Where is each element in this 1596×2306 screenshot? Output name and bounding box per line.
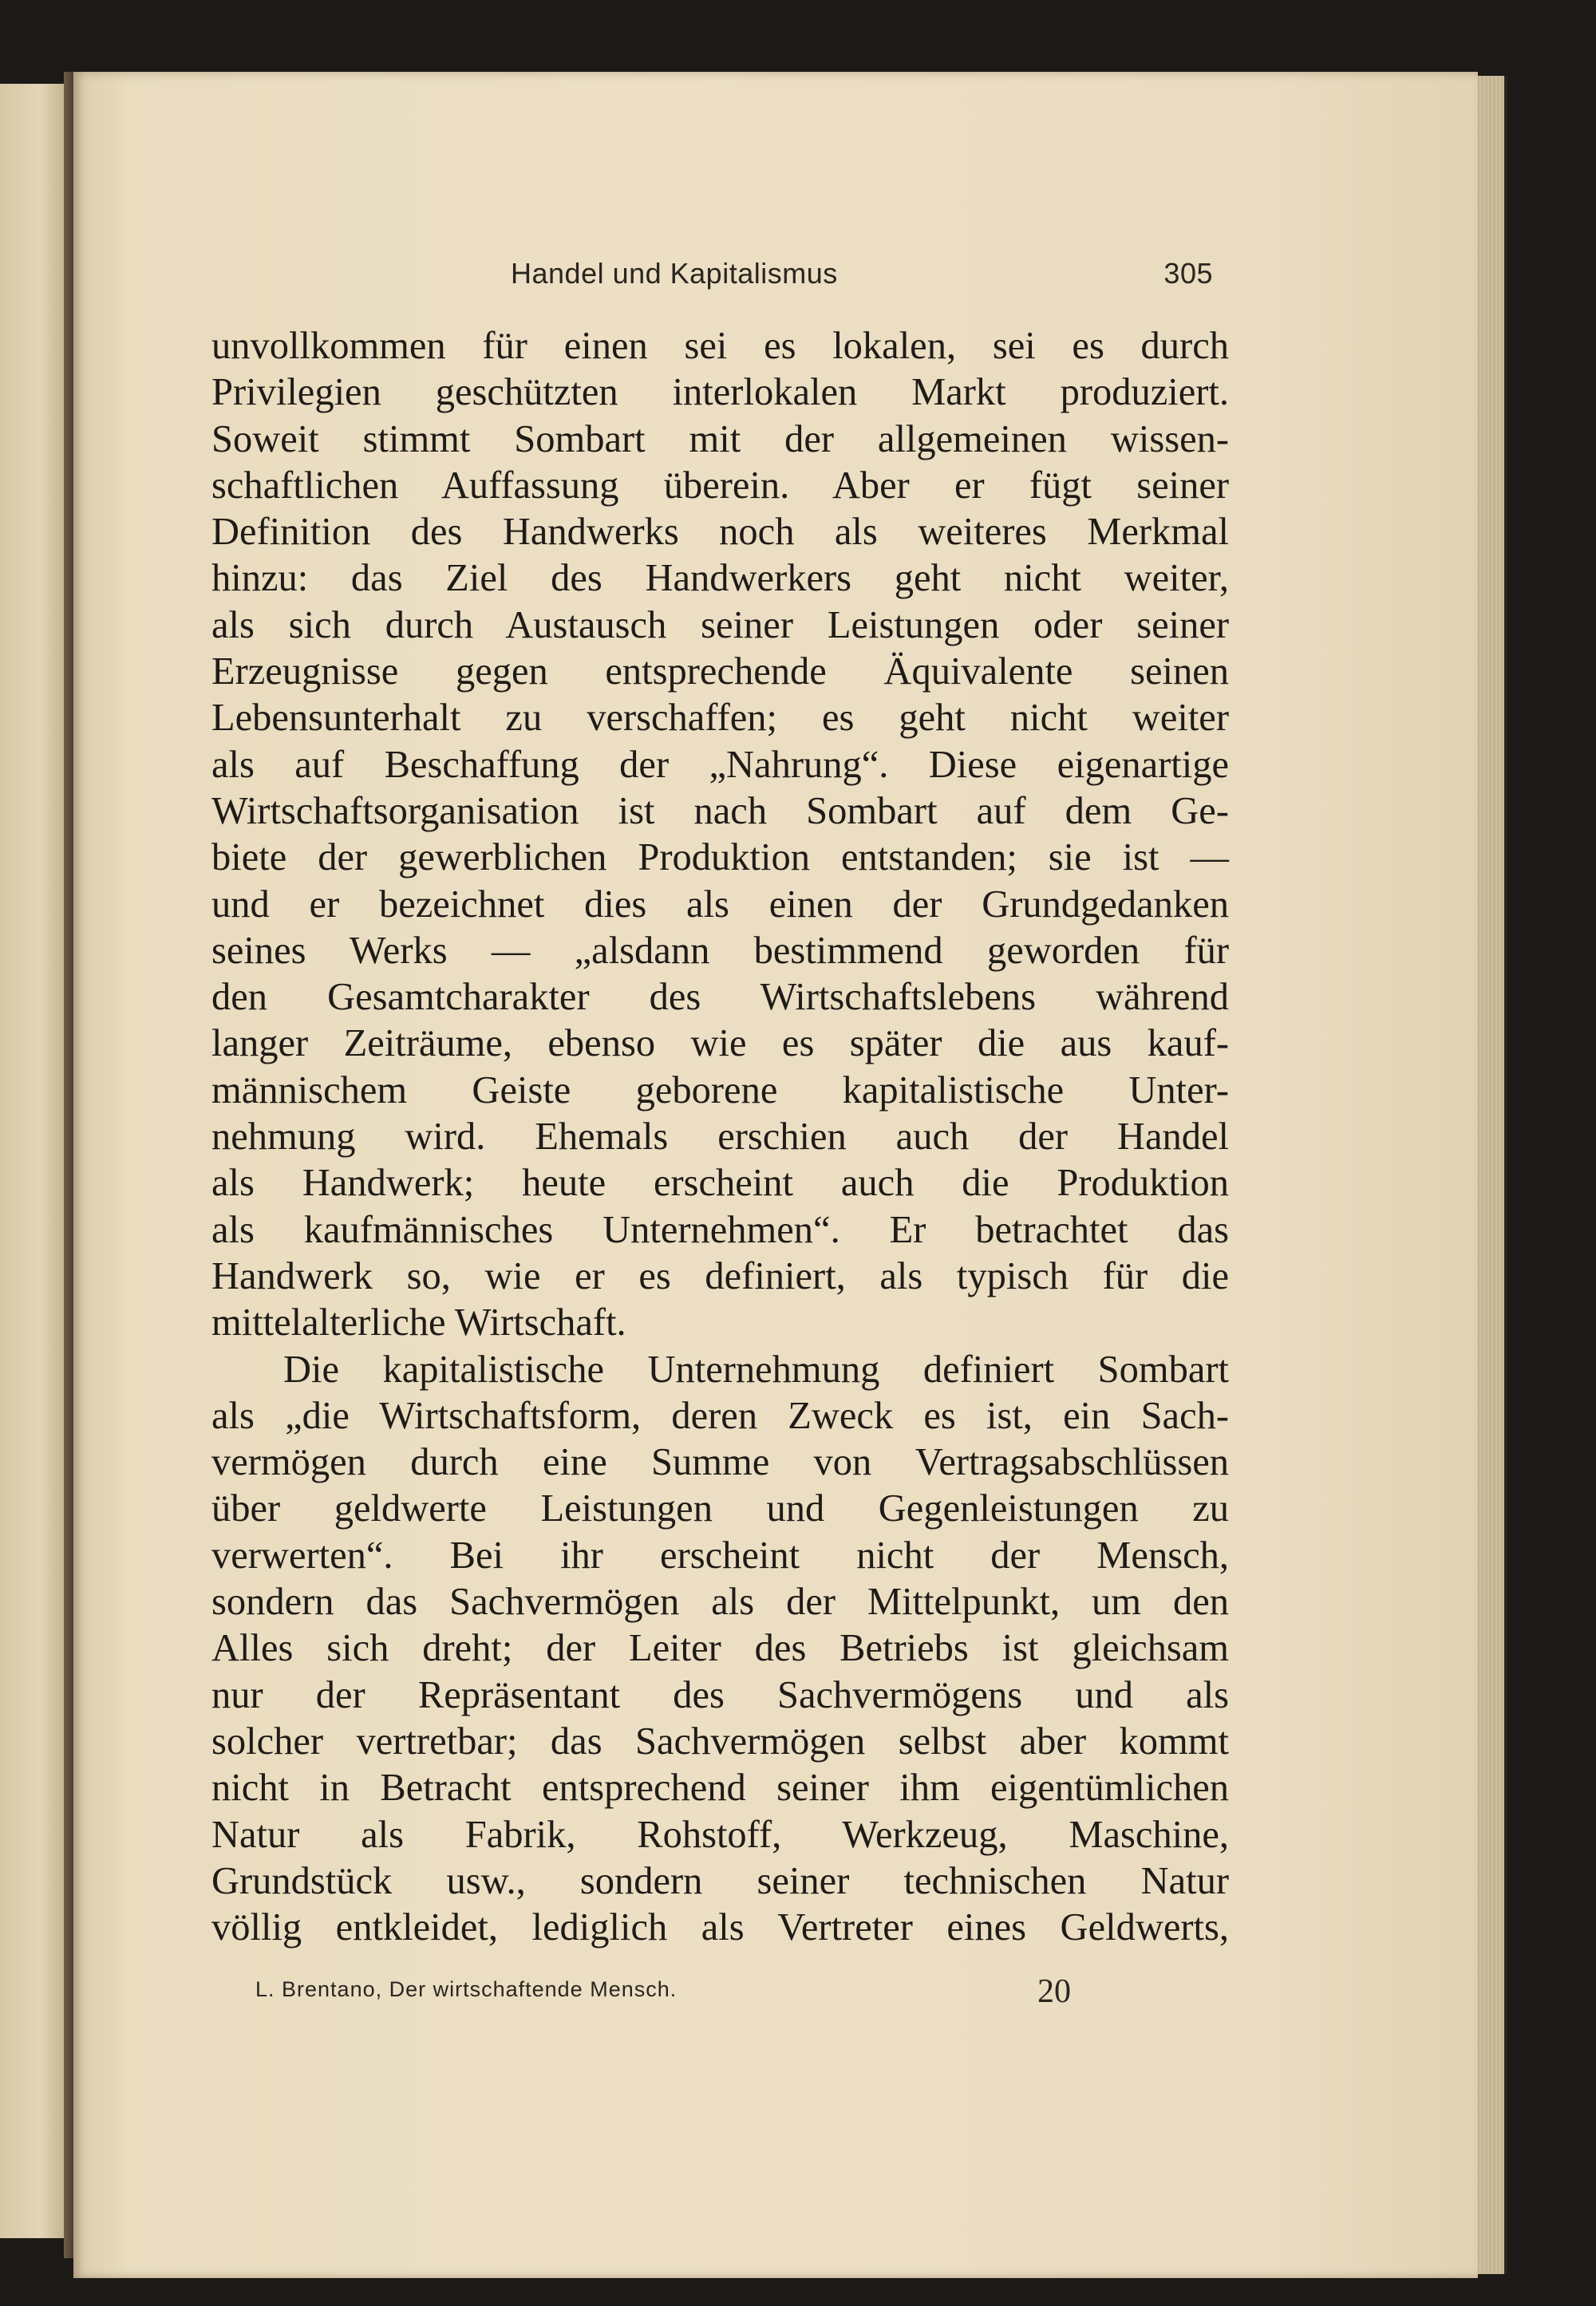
running-header [511,257,1213,297]
text-line: sondern das Sachvermögen als der Mittelpunkt, um den [211,1581,1229,1624]
text-line: völlig entkleidet, lediglich als Vertreter eines Geldwerts, [211,1906,1229,1949]
text-line: mittelalterliche Wirtschaft. [211,1301,626,1345]
text-line: Lebensunterhalt zu verschaffen; es geht nicht weiter [211,697,1229,740]
text-line: Definition des Handwerks noch als weiteres Merkmal [211,511,1229,554]
text-line: schaftlichen Auffassung überein. Aber er fügt seiner [211,464,1229,507]
text-line: als auf Beschaffung der „Nahrung“. Diese eigenartige [211,743,1229,786]
text-line: Privilegien geschützten interlokalen Markt produziert. [211,371,1229,414]
signature-number: 20 [1037,1973,1071,2010]
text-line: biete der gewerblichen Produktion entstanden; sie ist — [211,836,1229,879]
text-line: unvollkommen für einen sei es lokalen, sei es durch [211,325,1229,367]
text-line: seines Werks — „alsdann bestimmend geworden für [211,929,1229,972]
text-line: Wirtschaftsorganisation ist nach Sombart auf dem Ge- [211,789,1229,832]
body-text [211,323,1229,1951]
text-line: verwerten“. Bei ihr erscheint nicht der Mensch, [211,1534,1229,1577]
text-line: Alles sich dreht; der Leiter des Betriebs ist gleichsam [211,1627,1229,1670]
text-line: als sich durch Austausch seiner Leistungen oder seiner [211,603,1229,646]
text-line: hinzu: das Ziel des Handwerkers geht nicht weiter, [211,557,1229,600]
text-line: Soweit stimmt Sombart mit der allgemeinen wissen- [211,417,1229,460]
text-line: Erzeugnisse gegen entsprechende Äquivalente seinen [211,650,1229,693]
text-line: Natur als Fabrik, Rohstoff, Werkzeug, Maschine, [211,1813,1229,1856]
previous-page-edge [0,84,73,2238]
text-line: vermögen durch eine Summe von Vertragsabschlüssen [211,1441,1229,1484]
text-line: Grundstück usw., sondern seiner technischen Natur [211,1859,1229,1902]
text-line: und er bezeichnet dies als einen der Grundgedanken [211,883,1229,926]
text-line: nicht in Betracht entsprechend seiner ihm eigentümlichen [211,1767,1229,1810]
page-number: 305 [1163,257,1213,290]
printer-signature: L. Brentano, Der wirtschaftende Mensch. [255,1977,678,2001]
text-line: langer Zeiträume, ebenso wie es später die aus kauf- [211,1022,1229,1065]
text-line: nur der Repräsentant des Sachvermögens und als [211,1673,1229,1716]
text-line: männischem Geiste geborene kapitalistische Unter- [211,1068,1229,1112]
signature-line [255,1973,1071,2017]
text-line: nehmung wird. Ehemals erschien auch der Handel [211,1115,1229,1159]
text-line: als Handwerk; heute erscheint auch die Produktion [211,1162,1229,1205]
text-line: Handwerk so, wie er es definiert, als typisch für die [211,1254,1229,1297]
text-line: über geldwerte Leistungen und Gegenleistungen zu [211,1487,1229,1530]
text-line: als kaufmännisches Unternehmen“. Er betrachtet das [211,1208,1229,1251]
text-line: Die kapitalistische Unternehmung definiert Sombart [283,1348,1229,1391]
text-line: den Gesamtcharakter des Wirtschaftslebens während [211,976,1229,1019]
running-head-title: Handel und Kapitalismus [511,257,838,290]
text-line: solcher vertretbar; das Sachvermögen selbst aber kommt [211,1720,1229,1763]
text-line: als „die Wirtschaftsform, deren Zweck es ist, ein Sach- [211,1394,1229,1437]
